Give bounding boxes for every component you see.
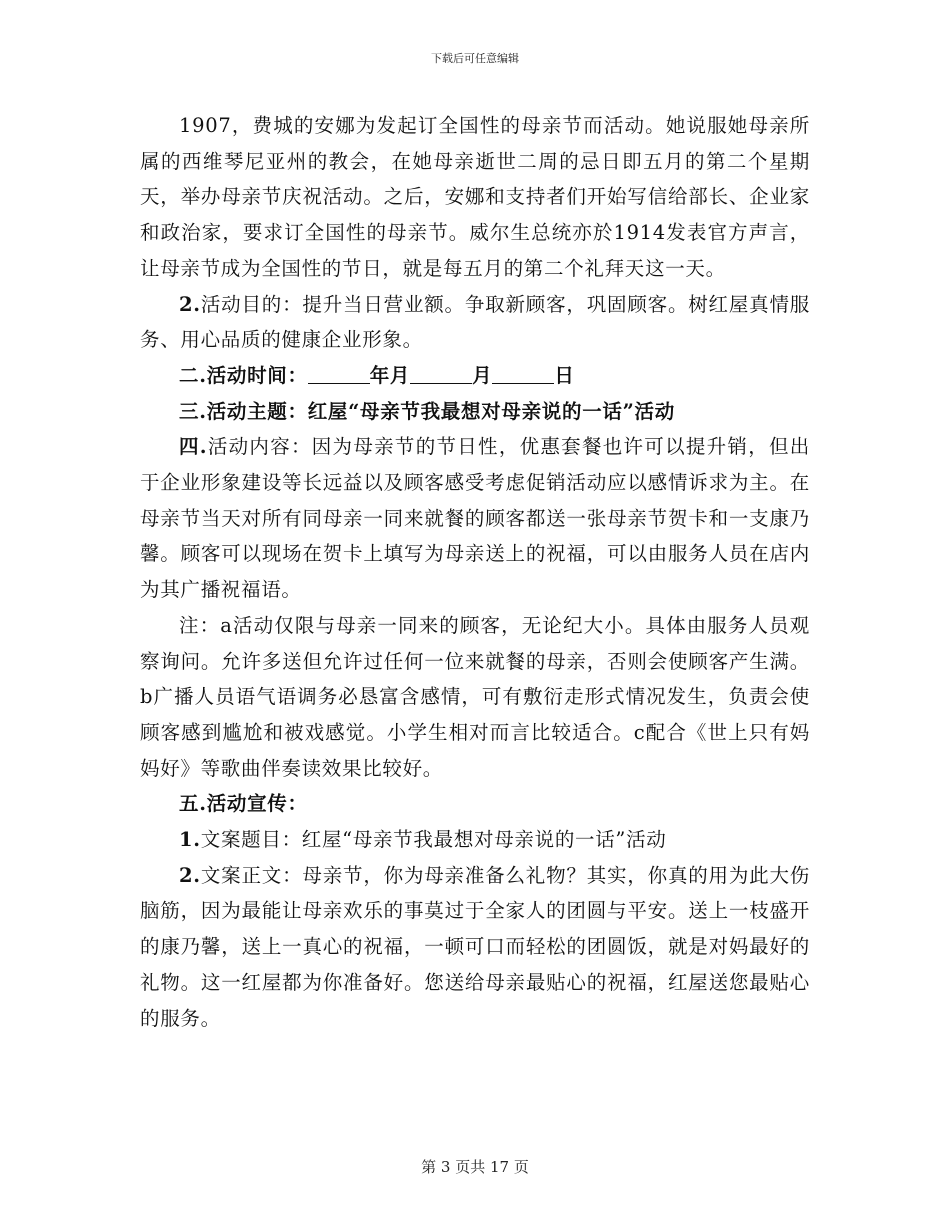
time-month: 月 — [472, 363, 493, 387]
copy-body-text: 文案正文：母亲节，你为母亲准备么礼物？其实，你真的用为此大伤脑筋，因为最能让母亲欢乐的事莫过于全家人的团圆与平安。送上一枝盛开的康乃馨，送上一真心的祝福，一顿可口而轻松的团圆饭，就是对妈最好的礼物。这一红屋都为你准备好。您送给母亲最贴心的祝福，红屋送您最贴心的服务。 — [140, 863, 810, 1030]
page-footer: 第 3 页共 17 页 — [421, 1158, 529, 1176]
paragraph-note: 注：a活动仅限与母亲一同来的顾客，无论纪大小。具体由服务人员观察询问。允许多送但允许过任何一位来就餐的母亲，否则会使顾客产生满。b广播人员语气语调务必恳富含感情，可有敷衍走形式情况发生，负责会使顾客感到尴尬和被戏感觉。小学生相对而言比较适合。c配合《世上只有妈妈好》等歌曲伴奏读效果比较好。 — [140, 613, 810, 780]
paragraph-copy-title — [140, 822, 810, 858]
month-blank — [410, 363, 472, 384]
copy-body-number: 2. — [179, 863, 201, 887]
content-label: 四. — [179, 435, 208, 459]
paragraph-goal — [140, 287, 810, 358]
paragraph-content — [140, 429, 810, 608]
time-year: 年月 — [369, 363, 411, 387]
goal-text: 活动目的：提升当日营业额。争取新顾客，巩固顾客。树红屋真情服务、用心品质的健康企业形象。 — [140, 292, 810, 352]
copy-title-number: 1. — [179, 828, 201, 852]
heading-activity-theme: 三.活动主题：红屋“母亲节我最想对母亲说的一话”活动 — [179, 399, 675, 423]
copy-title-text: 文案题目：红屋“母亲节我最想对母亲说的一话”活动 — [200, 828, 667, 852]
time-label: 二.活动时间： — [179, 363, 308, 387]
year-blank — [308, 363, 370, 384]
page-header: 下载后可任意编辑 — [431, 52, 519, 65]
document-body — [140, 108, 810, 1036]
goal-number: 2. — [179, 292, 201, 316]
content-text: 活动内容：因为母亲节的节日性，优惠套餐也许可以提升销，但出于企业形象建设等长远益以及顾客感受考虑促销活动应以感情诉求为主。在母亲节当天对所有同母亲一同来就餐的顾客都送一张母亲节贺卡和一支康乃馨。顾客可以现场在贺卡上填写为母亲送上的祝福，可以由服务人员在店内为其广播祝福语。 — [140, 435, 810, 602]
heading-activity-time — [140, 358, 810, 394]
day-blank — [492, 363, 554, 384]
paragraph-history: 1907，费城的安娜为发起订全国性的母亲节而活动。她说服她母亲所属的西维琴尼亚州的教会，在她母亲逝世二周的忌日即五月的第二个星期天，举办母亲节庆祝活动。之后，安娜和支持者们开始写信给部长、企业家和政治家，要求订全国性的母亲节。威尔生总统亦於1914发表官方声言，让母亲节成为全国性的节日，就是每五月的第二个礼拜天这一天。 — [140, 114, 810, 280]
time-day: 日 — [554, 363, 575, 387]
paragraph-copy-body — [140, 858, 810, 1037]
heading-promotion: 五.活动宣传： — [179, 792, 308, 816]
